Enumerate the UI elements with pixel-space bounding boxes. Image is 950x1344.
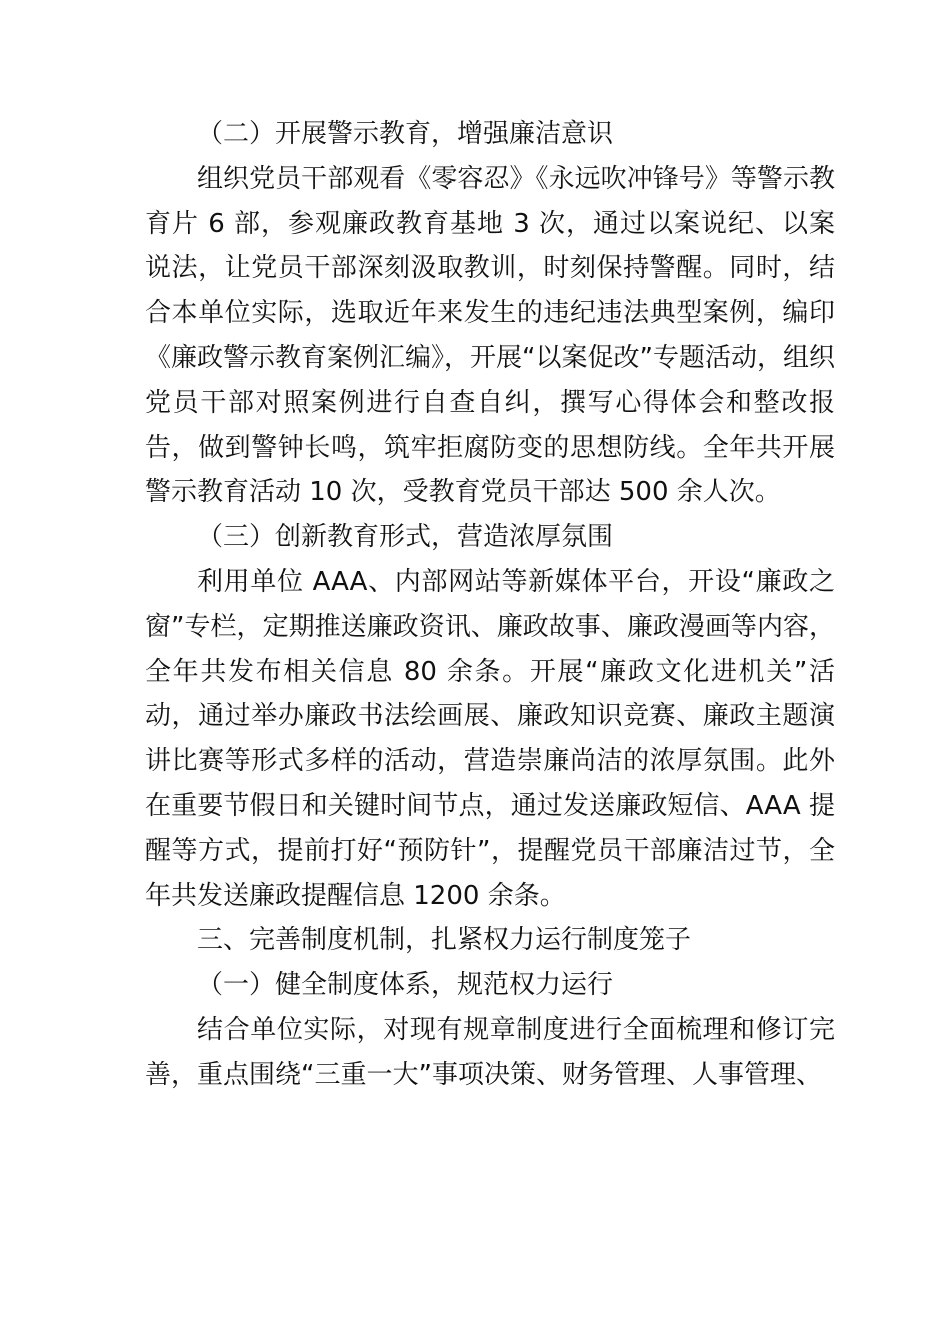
paragraph-warning-education: 组织党员干部观看《零容忍》《永远吹冲锋号》等警示教育片 6 部，参观廉政教育基地 3 次，通过以案说纪、以案说法，让党员干部深刻汲取教训，时刻保持警醒。同时，结合本单位实际，选取近年来发生的违纪违法典型案例，编印《廉政警示教育案例汇编》，开展“以案促改”专题活动，组织党员干部对照案例进行自查自纠，撰写心得体会和整改报告，做到警钟长鸣，筑牢拒腐防变的思想防线。全年共开展警示教育活动 10 次，受教育党员干部达 500 余人次。 — [145, 163, 835, 508]
section-heading-system: （一）健全制度体系，规范权力运行 — [197, 970, 614, 1001]
section-heading-warning-education: （二）开展警示教育，增强廉洁意识 — [197, 119, 614, 149]
document-body — [145, 112, 835, 1098]
chapter-heading-system: 三、完善制度机制，扎紧权力运行制度笼子 — [197, 925, 692, 956]
section-heading-innovation: （三）创新教育形式，营造浓厚氛围 — [197, 522, 614, 553]
paragraph-innovation: 利用单位 AAA、内部网站等新媒体平台，开设“廉政之窗”专栏，定期推送廉政资讯、廉政故事、廉政漫画等内容，全年共发布相关信息 80 余条。开展“廉政文化进机关”活动，通过举办廉政书法绘画展、廉政知识竞赛、廉政主题演讲比赛等形式多样的活动，营造崇廉尚洁的浓厚氛围。此外在重要节假日和关键时间节点，通过发送廉政短信、AAA 提醒等方式，提前打好“预防针”，提醒党员干部廉洁过节，全年共发送廉政提醒信息 1200 余条。 — [145, 566, 835, 911]
paragraph-system: 结合单位实际，对现有规章制度进行全面梳理和修订完善，重点围绕“三重一大”事项决策、财务管理、人事管理、 — [145, 1014, 835, 1090]
